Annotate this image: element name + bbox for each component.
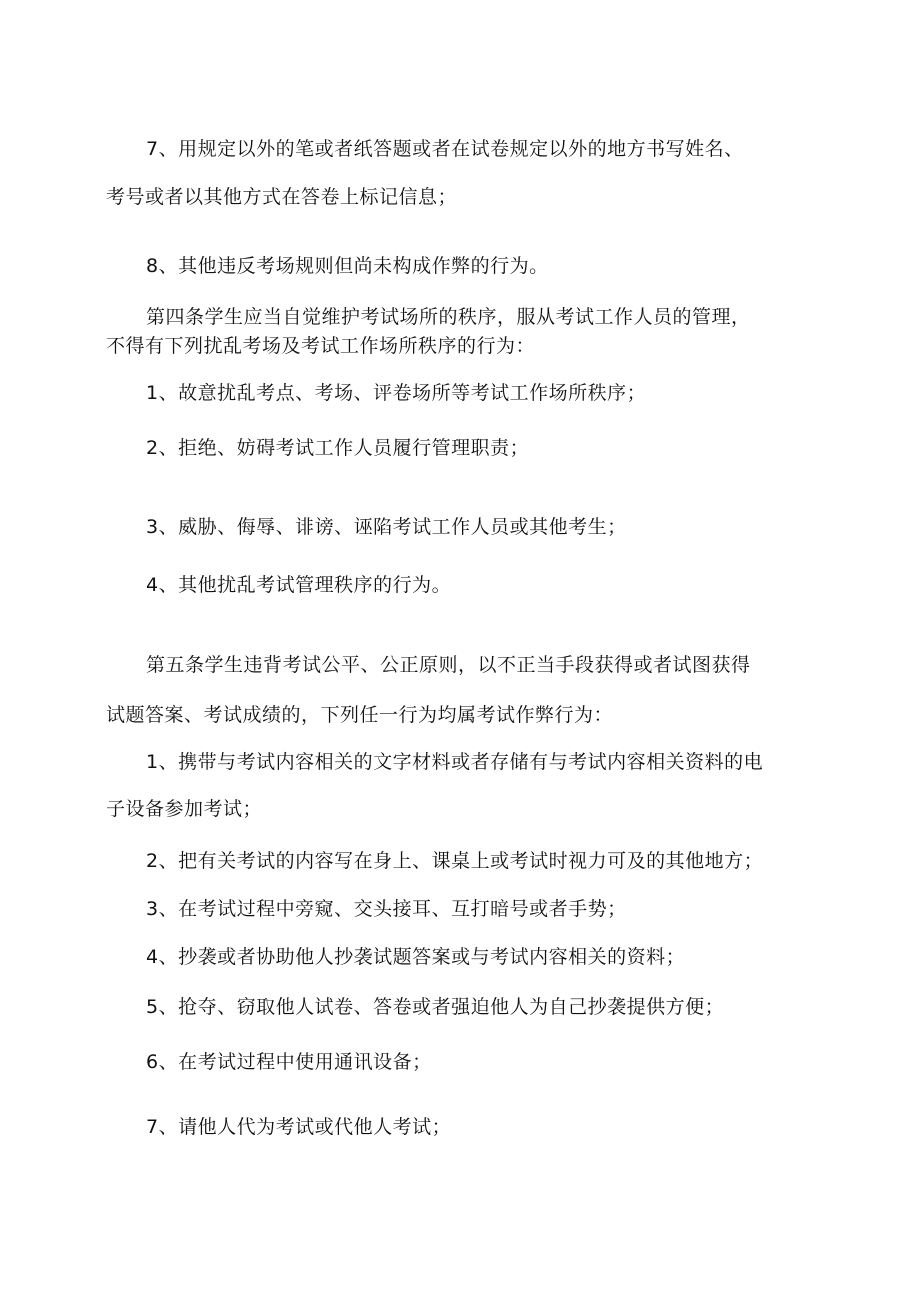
a5-item-5-line: 5、抢夺、窃取他人试卷、答卷或者强迫他人为自己抄袭提供方便； [146,996,725,1018]
article-4-line-1: 第四条学生应当自觉维护考试场所的秩序，服从考试工作人员的管理， [146,306,751,328]
a4-item-1-line: 1、故意扰乱考点、考场、评卷场所等考试工作场所秩序； [146,382,647,404]
article-5-line-1: 第五条学生违背考试公平、公正原则，以不正当手段获得或者试图获得 [146,654,751,676]
rule-8-line: 8、其他违反考场规则但尚未构成作弊的行为。 [146,255,549,277]
a5-item-6-line: 6、在考试过程中使用通讯设备； [146,1051,432,1073]
article-4-line-2: 不得有下列扰乱考场及考试工作场所秩序的行为： [106,335,536,357]
a4-item-4-line: 4、其他扰乱考试管理秩序的行为。 [146,574,452,596]
a5-item-1-line-2: 子设备参加考试； [106,798,263,820]
a5-item-4-line: 4、抄袭或者协助他人抄袭试题答案或与考试内容相关的资料； [146,946,686,968]
rule-7a-line-1: 7、用规定以外的笔或者纸答题或者在试卷规定以外的地方书写姓名、 [146,138,744,160]
a5-item-1-line-1: 1、携带与考试内容相关的文字材料或者存储有与考试内容相关资料的电 [146,751,764,773]
a5-item-3-line: 3、在考试过程中旁窥、交头接耳、互打暗号或者手势； [146,898,627,920]
article-5-line-2: 试题答案、考试成绩的，下列任一行为均属考试作弊行为： [106,704,614,726]
a5-item-2-line: 2、把有关考试的内容写在身上、课桌上或考试时视力可及的其他地方； [146,850,764,872]
a5-item-7-line: 7、请他人代为考试或代他人考试； [146,1116,452,1138]
rule-7a-line-2: 考号或者以其他方式在答卷上标记信息； [106,186,458,208]
a4-item-2-line: 2、拒绝、妨碍考试工作人员履行管理职责； [146,437,530,459]
a4-item-3-line: 3、威胁、侮辱、诽谤、诬陷考试工作人员或其他考生； [146,516,627,538]
